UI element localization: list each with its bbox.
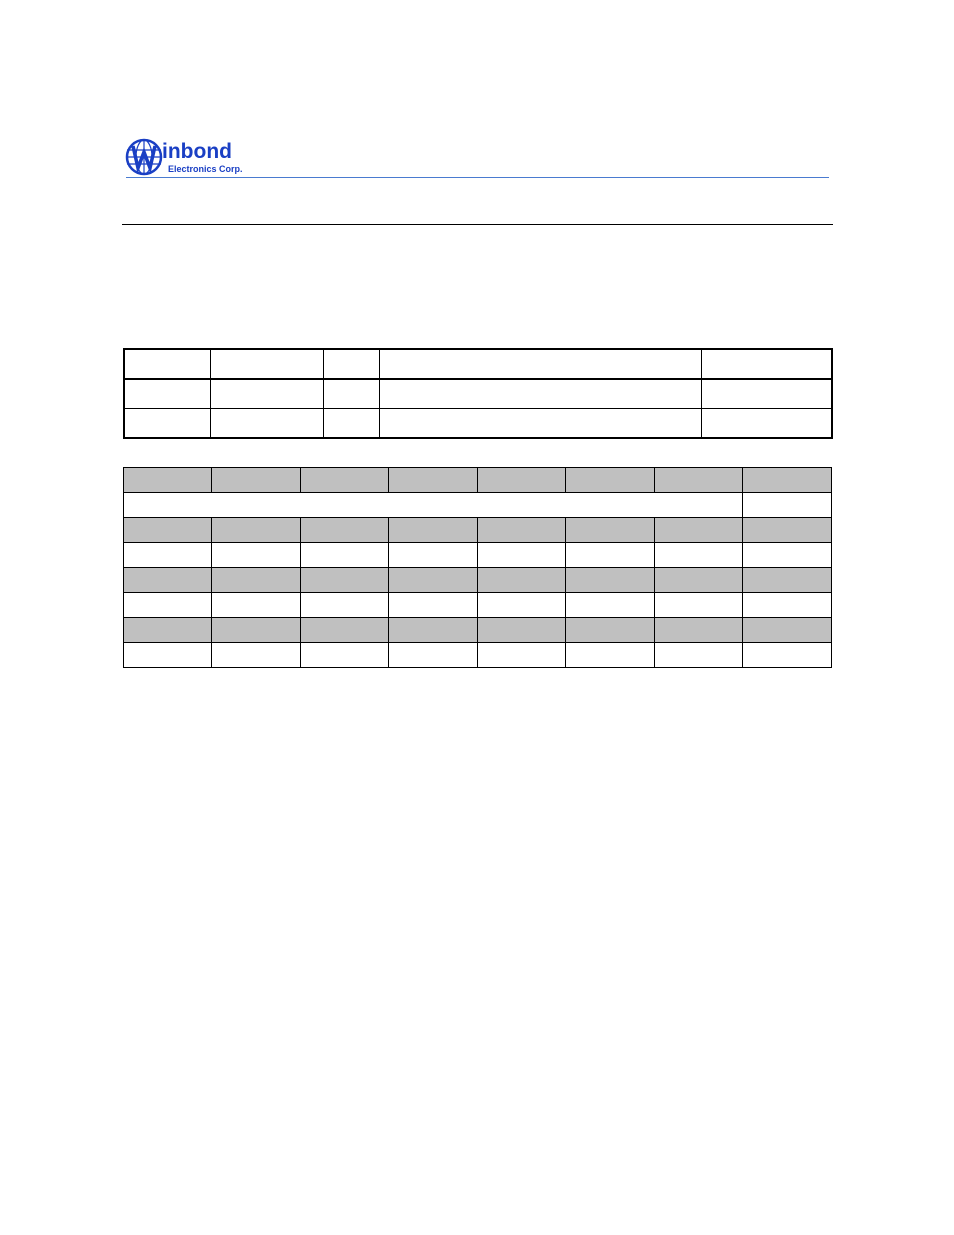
table-cell [301, 618, 389, 643]
table-cell [212, 568, 301, 593]
table-row [124, 493, 832, 518]
table-cell [301, 593, 389, 618]
table-cell [124, 379, 210, 409]
table-cell [124, 618, 212, 643]
table-cell [701, 379, 832, 409]
table-cell [389, 593, 478, 618]
table-cell [124, 568, 212, 593]
table-cell [478, 618, 566, 643]
table-cell [743, 518, 832, 543]
table-cell [743, 493, 832, 518]
table-row [124, 468, 832, 493]
table-cell [743, 468, 832, 493]
table-row [124, 349, 832, 379]
table-cell [124, 543, 212, 568]
table-cell [124, 349, 210, 379]
table-cell [210, 409, 323, 439]
table-cell [655, 568, 743, 593]
table-cell [478, 593, 566, 618]
table-cell [212, 543, 301, 568]
bit-map-table [123, 467, 832, 668]
winbond-logo [124, 136, 264, 180]
table-cell [566, 593, 655, 618]
table-cell [212, 618, 301, 643]
table-cell [124, 468, 212, 493]
section-divider [122, 224, 833, 225]
register-info-table [123, 348, 833, 439]
table-cell [323, 349, 379, 379]
table-cell [323, 409, 379, 439]
table-row [124, 518, 832, 543]
logo-wordmark: inbond [162, 140, 232, 163]
table-cell [701, 409, 832, 439]
table-cell [743, 568, 832, 593]
table-cell [301, 468, 389, 493]
table-cell [389, 468, 478, 493]
table-cell [478, 643, 566, 668]
table-cell [566, 518, 655, 543]
table-cell [379, 379, 701, 409]
table-cell [478, 468, 566, 493]
table-cell [389, 643, 478, 668]
table-cell [124, 409, 210, 439]
table-row [124, 379, 832, 409]
table-cell [212, 468, 301, 493]
table-cell [301, 643, 389, 668]
table-cell [566, 643, 655, 668]
table-cell [124, 518, 212, 543]
table-cell [124, 493, 743, 518]
table-cell [655, 543, 743, 568]
table-cell [389, 568, 478, 593]
table-row [124, 543, 832, 568]
table-cell [389, 543, 478, 568]
table-cell [566, 543, 655, 568]
table-cell [212, 593, 301, 618]
table-cell [566, 618, 655, 643]
table-row [124, 568, 832, 593]
table-cell [301, 518, 389, 543]
table-cell [379, 409, 701, 439]
table-row [124, 618, 832, 643]
table-cell [379, 349, 701, 379]
table-cell [210, 349, 323, 379]
logo-subtitle: Electronics Corp. [168, 164, 243, 174]
table-cell [478, 543, 566, 568]
table-cell [212, 518, 301, 543]
table-cell [655, 468, 743, 493]
table-cell [389, 618, 478, 643]
table-cell [743, 618, 832, 643]
table-cell [301, 543, 389, 568]
table-cell [655, 618, 743, 643]
table-cell [655, 593, 743, 618]
table-cell [743, 643, 832, 668]
table-cell [701, 349, 832, 379]
table-cell [566, 568, 655, 593]
table-cell [743, 593, 832, 618]
table-row [124, 409, 832, 439]
table-cell [743, 543, 832, 568]
globe-icon [124, 136, 166, 178]
table-cell [566, 468, 655, 493]
table-row [124, 593, 832, 618]
table-cell [124, 593, 212, 618]
table-cell [301, 568, 389, 593]
header-divider [126, 177, 829, 178]
table-cell [478, 568, 566, 593]
table-cell [389, 518, 478, 543]
table-row [124, 643, 832, 668]
table-cell [655, 643, 743, 668]
table-cell [655, 518, 743, 543]
table-cell [124, 643, 212, 668]
table-cell [212, 643, 301, 668]
table-cell [478, 518, 566, 543]
table-cell [210, 379, 323, 409]
table-cell [323, 379, 379, 409]
